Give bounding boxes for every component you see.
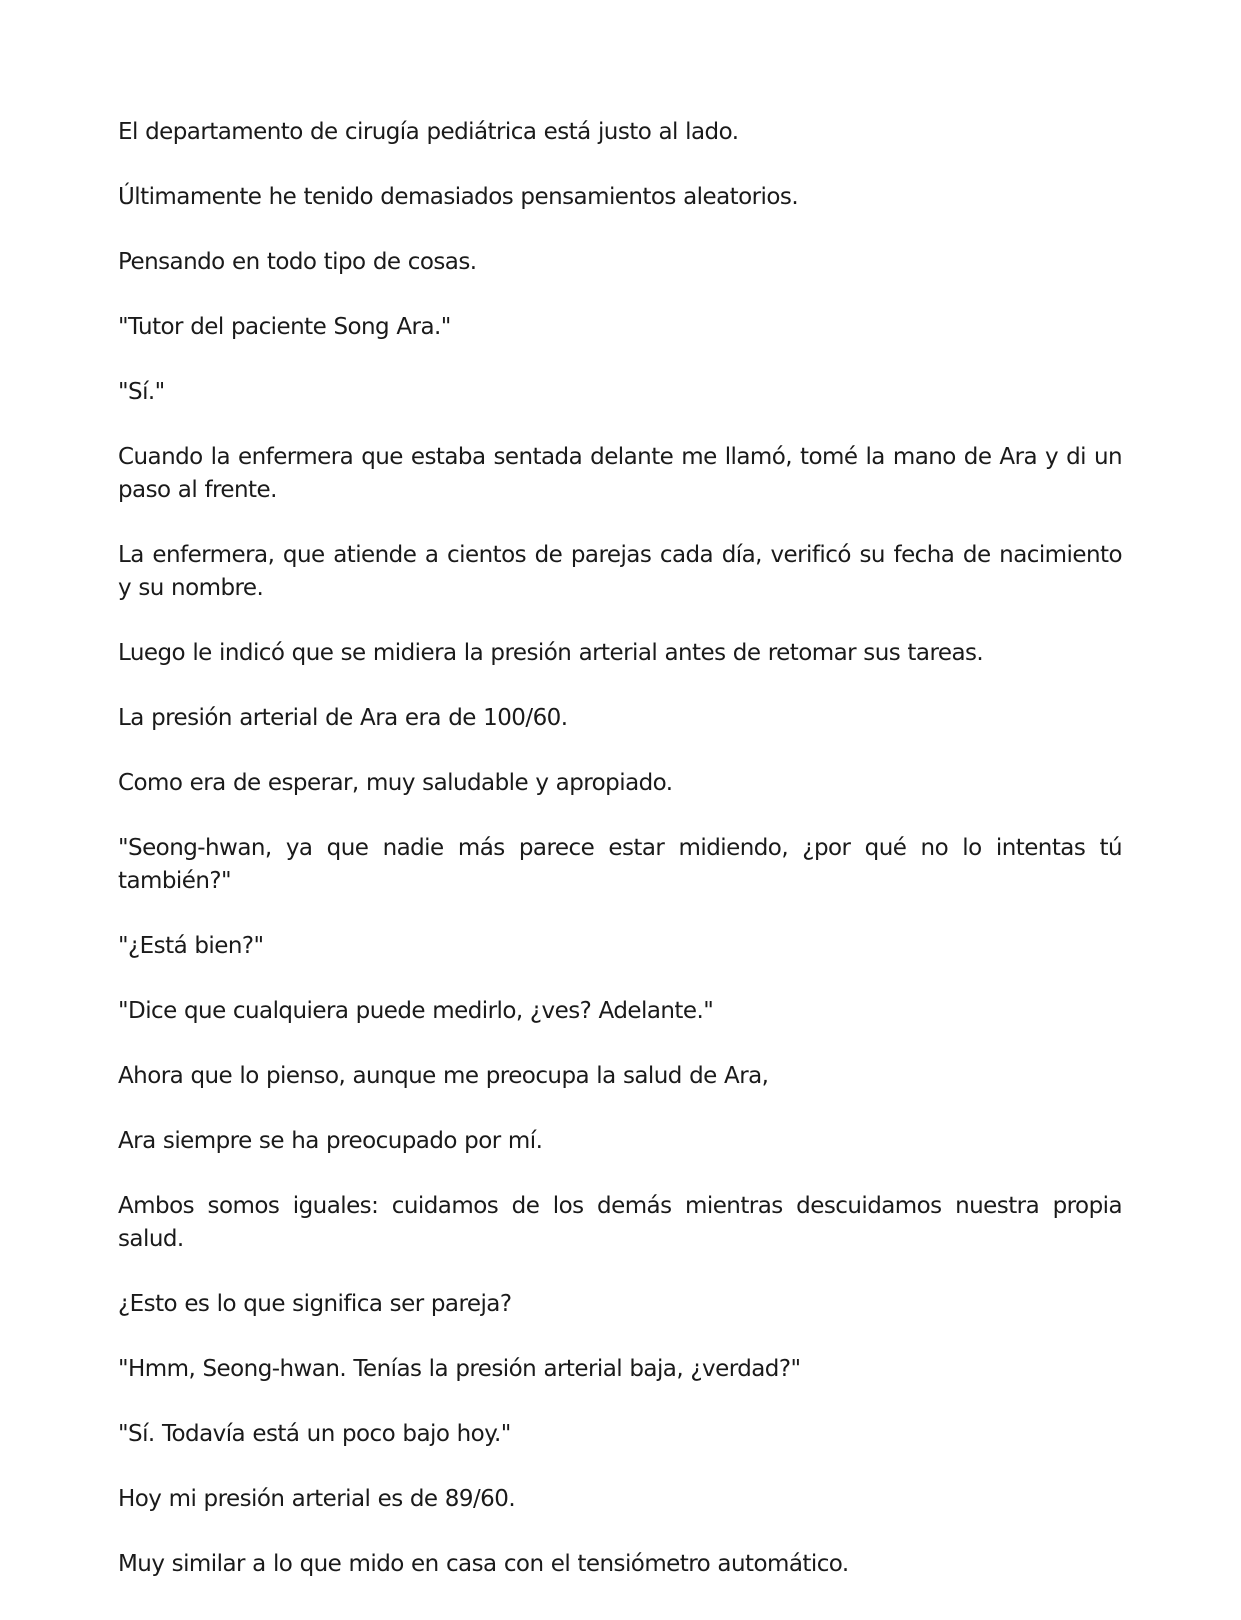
- paragraph: El departamento de cirugía pediátrica está justo al lado.: [118, 119, 739, 145]
- paragraph: Muy similar a lo que mido en casa con el tensiómetro automático.: [118, 1551, 849, 1577]
- paragraph: Ara siempre se ha preocupado por mí.: [118, 1128, 543, 1154]
- paragraph: Como era de esperar, muy saludable y apropiado.: [118, 770, 673, 796]
- paragraph: "¿Está bien?": [118, 933, 264, 959]
- document-body: [118, 116, 1122, 1613]
- paragraph: "Seong-hwan, ya que nadie más parece estar midiendo, ¿por qué no lo intentas tú también?": [118, 835, 1122, 894]
- paragraph: "Dice que cualquiera puede medirlo, ¿ves? Adelante.": [118, 998, 714, 1024]
- paragraph: Cuando la enfermera que estaba sentada delante me llamó, tomé la mano de Ara y di un paso al frente.: [118, 444, 1122, 503]
- paragraph: "Hmm, Seong-hwan. Tenías la presión arterial baja, ¿verdad?": [118, 1356, 801, 1382]
- paragraph: ¿Esto es lo que significa ser pareja?: [118, 1291, 512, 1317]
- paragraph: Pensando en todo tipo de cosas.: [118, 249, 477, 275]
- paragraph: Hoy mi presión arterial es de 89/60.: [118, 1486, 516, 1512]
- paragraph: La enfermera, que atiende a cientos de parejas cada día, verificó su fecha de nacimiento y su nombre.: [118, 542, 1122, 601]
- paragraph: "Sí.": [118, 379, 165, 405]
- paragraph: Ambos somos iguales: cuidamos de los demás mientras descuidamos nuestra propia salud.: [118, 1193, 1122, 1252]
- paragraph: La presión arterial de Ara era de 100/60.: [118, 705, 568, 731]
- paragraph: Últimamente he tenido demasiados pensamientos aleatorios.: [118, 184, 799, 210]
- paragraph: "Sí. Todavía está un poco bajo hoy.": [118, 1421, 511, 1447]
- paragraph: "Tutor del paciente Song Ara.": [118, 314, 451, 340]
- paragraph: Ahora que lo pienso, aunque me preocupa la salud de Ara,: [118, 1063, 769, 1089]
- paragraph: Luego le indicó que se midiera la presión arterial antes de retomar sus tareas.: [118, 640, 984, 666]
